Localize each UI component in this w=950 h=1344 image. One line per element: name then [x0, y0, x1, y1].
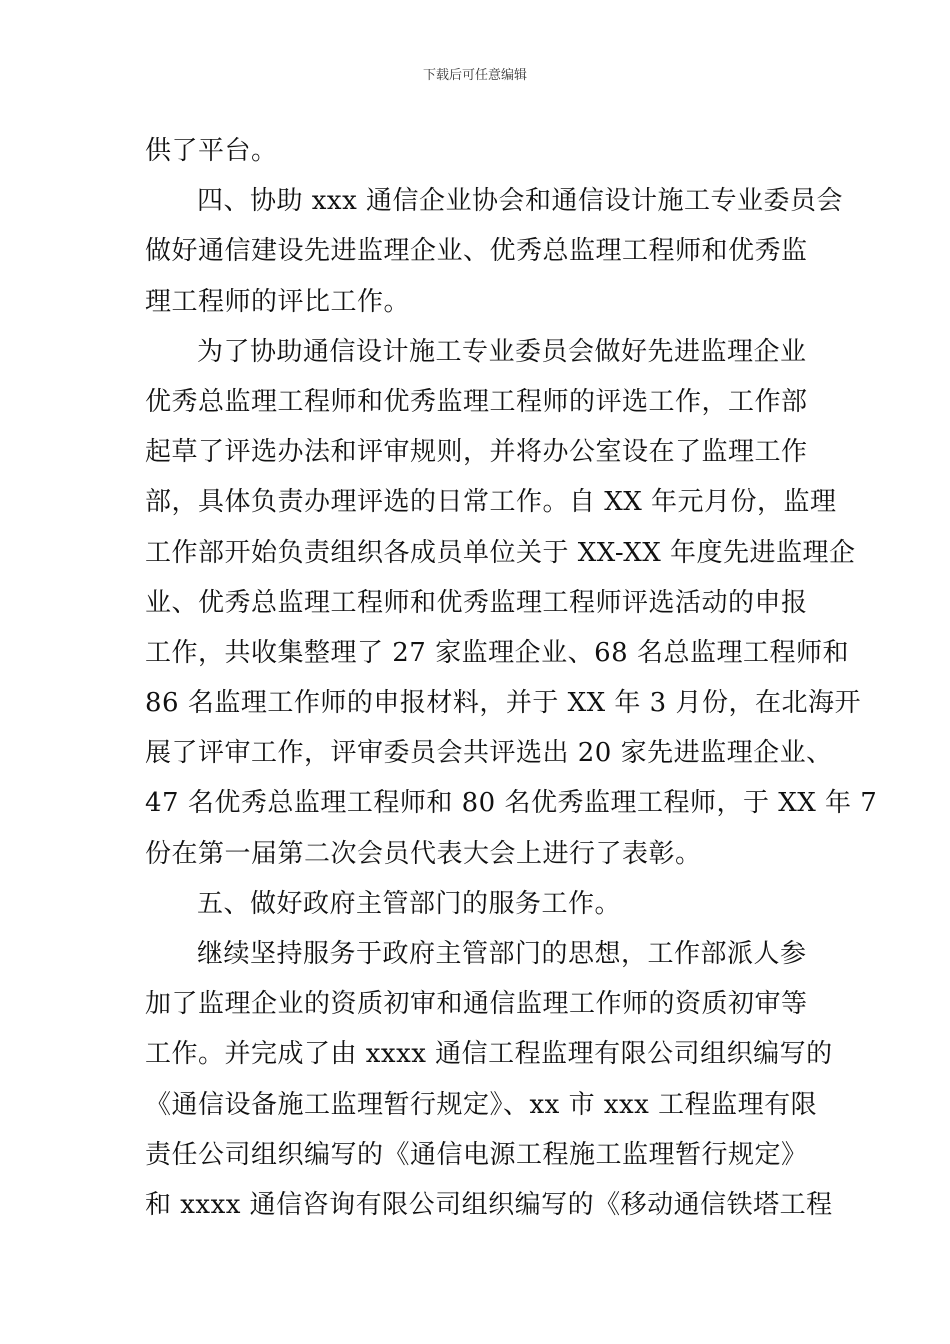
- text-line: 份在第一届第二次会员代表大会上进行了表彰。: [145, 838, 702, 869]
- text-line: 做好通信建设先进监理企业、优秀总监理工程师和优秀监: [145, 236, 808, 267]
- page-header: 下载后可任意编辑: [422, 68, 527, 83]
- text-line: 责任公司组织编写的《通信电源工程施工监理暂行规定》: [145, 1139, 808, 1170]
- text-line: 86 名监理工作师的申报材料，并于 XX 年 3 月份，在北海开: [145, 688, 861, 719]
- text-line: 起草了评选办法和评审规则，并将办公室设在了监理工作: [145, 437, 808, 468]
- paragraph-start: 为了协助通信设计施工专业委员会做好先进监理企业: [197, 336, 807, 367]
- text-line: 工作部开始负责组织各成员单位关于 XX-XX 年度先进监理企: [145, 537, 856, 568]
- section-heading-4: 四、协助 xxx 通信企业协会和通信设计施工专业委员会: [197, 186, 844, 217]
- text-line: 加了监理企业的资质初审和通信监理工作师的资质初审等: [145, 989, 808, 1020]
- text-line: 理工程师的评比工作。: [145, 286, 411, 317]
- section-heading-5: 五、做好政府主管部门的服务工作。: [197, 888, 622, 919]
- text-line: 供了平台。: [145, 136, 278, 166]
- text-line: 47 名优秀总监理工程师和 80 名优秀监理工程师，于 XX 年 7: [145, 788, 878, 819]
- text-line: 优秀总监理工程师和优秀监理工程师的评选工作，工作部: [145, 386, 808, 417]
- text-line: 工作。并完成了由 xxxx 通信工程监理有限公司组织编写的: [145, 1039, 833, 1070]
- text-line: 和 xxxx 通信咨询有限公司组织编写的《移动通信铁塔工程: [145, 1189, 833, 1220]
- text-line: 展了评审工作，评审委员会共评选出 20 家先进监理企业、: [145, 738, 833, 769]
- text-line: 业、优秀总监理工程师和优秀监理工程师评选活动的申报: [145, 587, 808, 618]
- text-line: 工作，共收集整理了 27 家监理企业、68 名总监理工程师和: [145, 637, 849, 668]
- text-line: 《通信设备施工监理暂行规定》、xx 市 xxx 工程监理有限: [145, 1089, 818, 1120]
- document-body: [145, 126, 878, 1230]
- text-line: 部，具体负责办理评选的日常工作。自 XX 年元月份，监理: [145, 487, 837, 518]
- paragraph-start: 继续坚持服务于政府主管部门的思想，工作部派人参: [197, 939, 807, 969]
